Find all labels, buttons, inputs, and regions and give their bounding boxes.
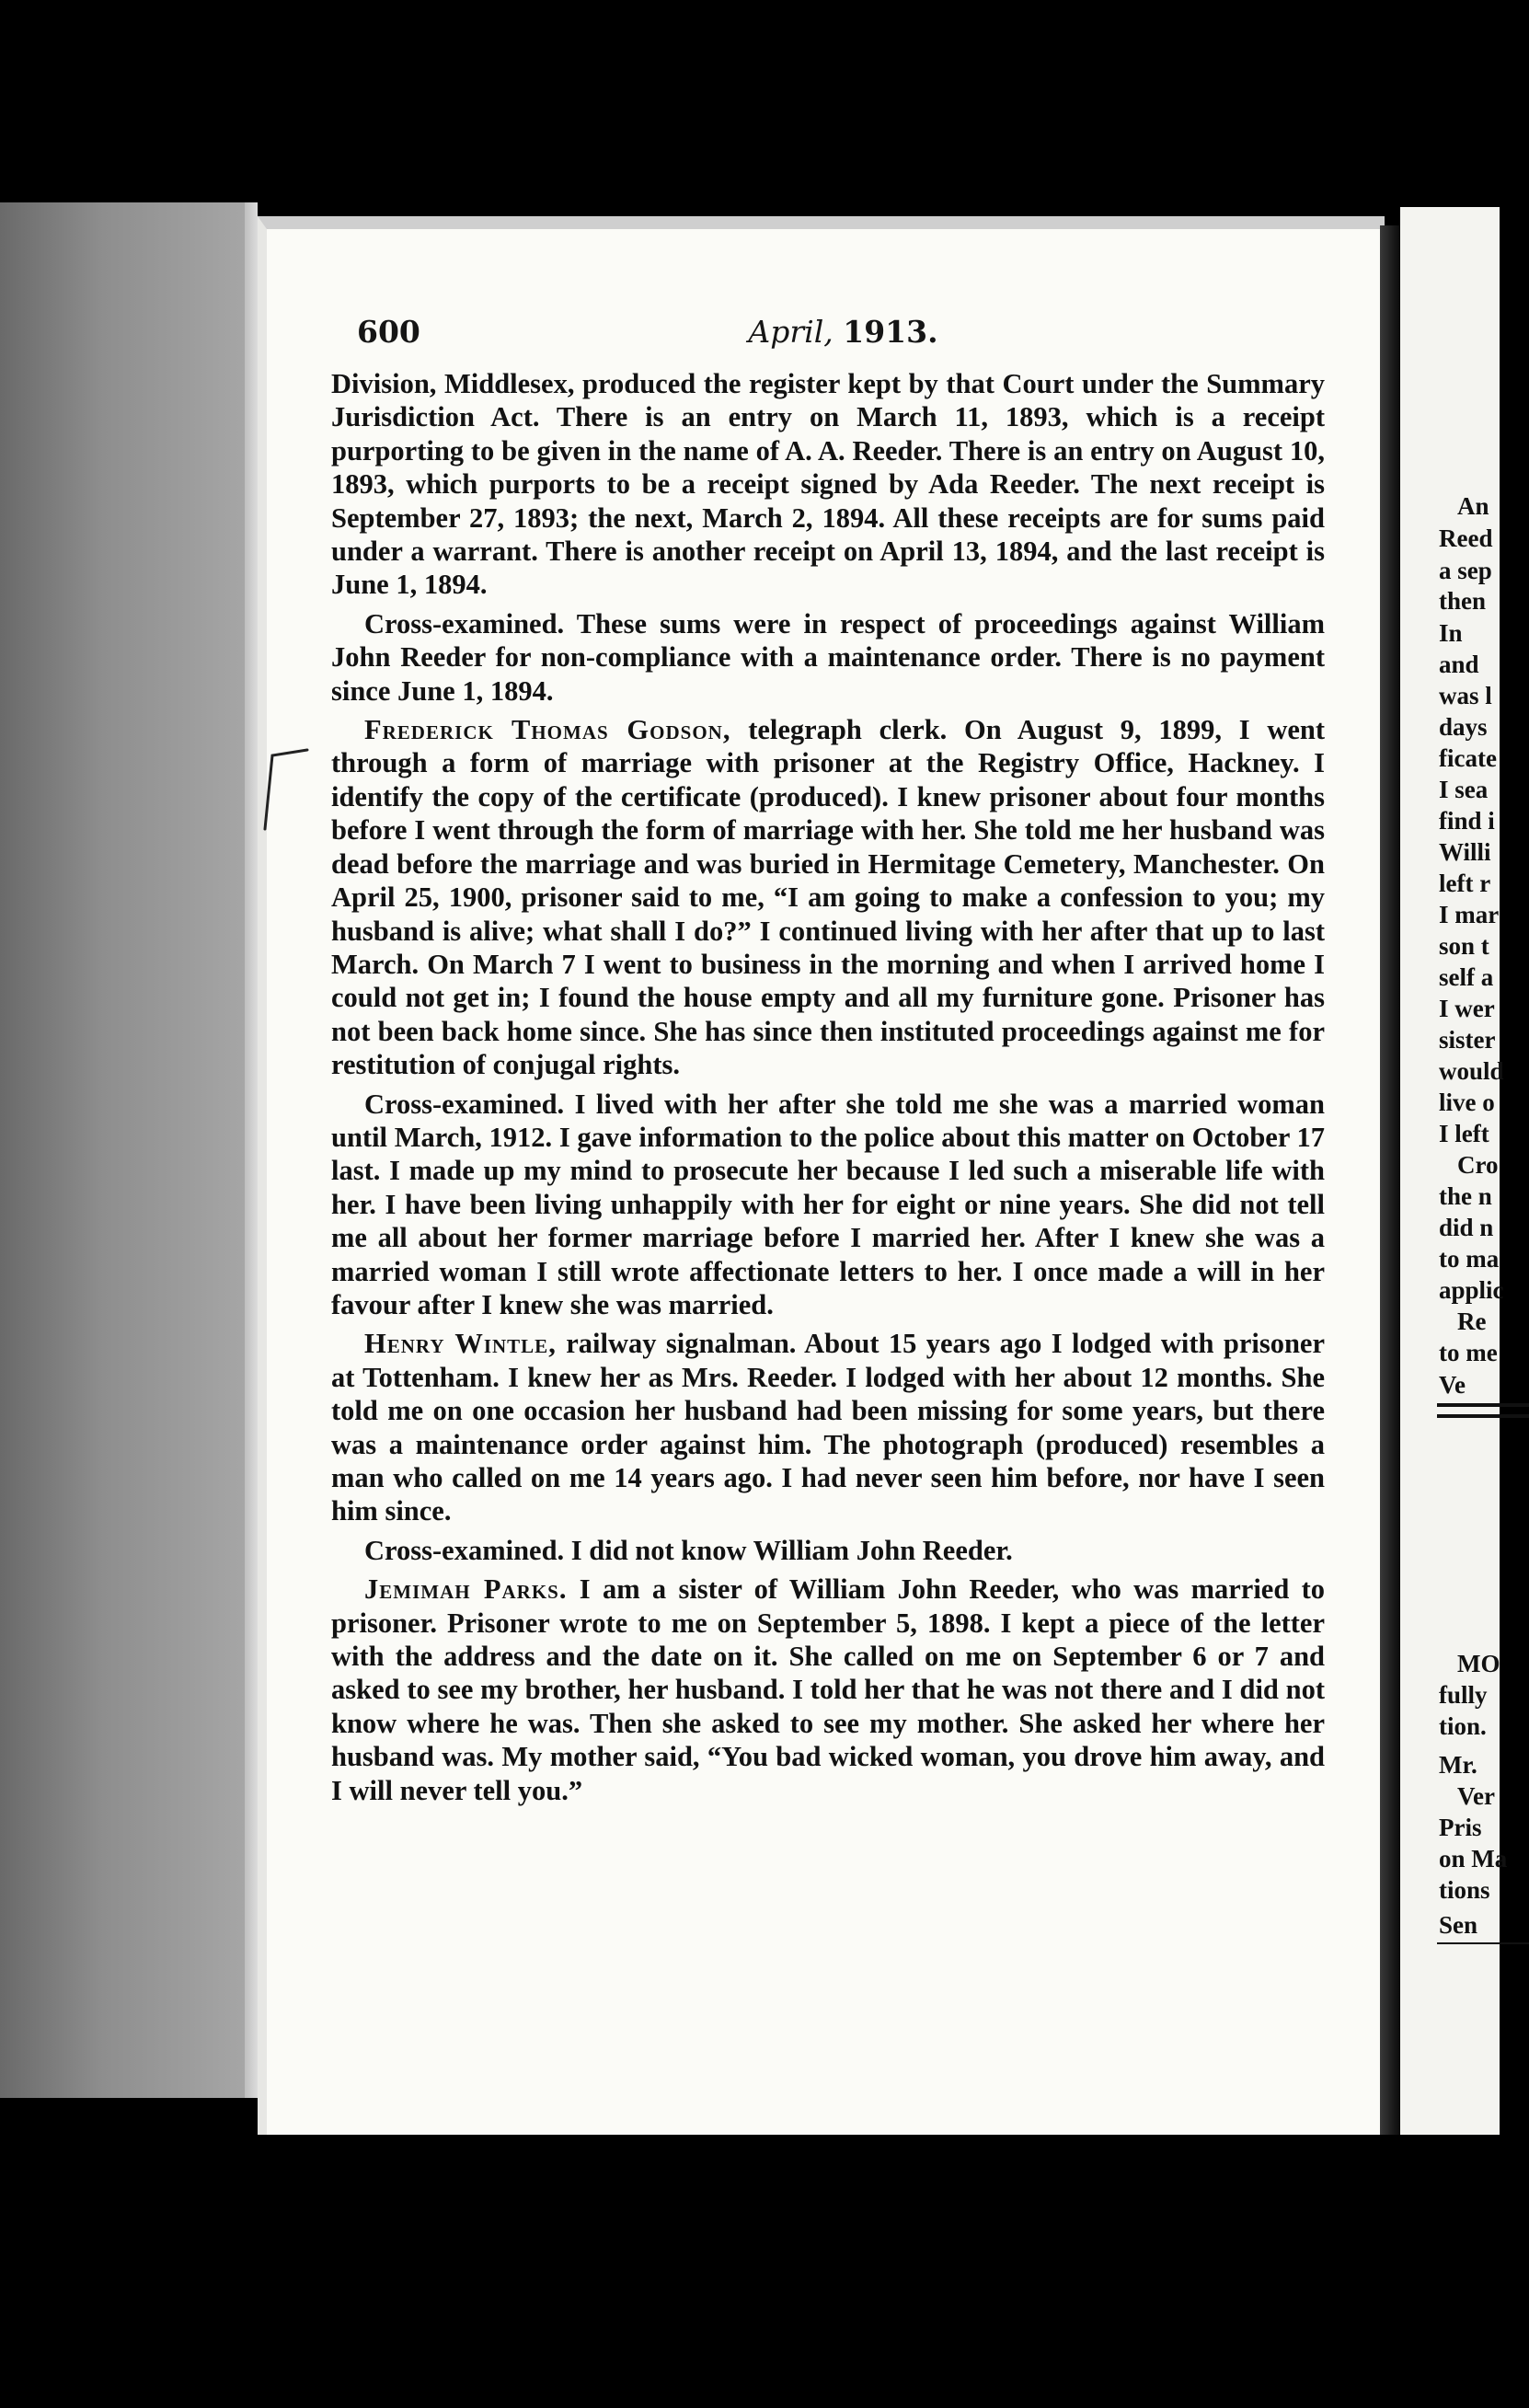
page-header <box>357 314 1329 351</box>
right-page-fragment: Pris <box>1439 1814 1482 1841</box>
paragraph-text: Division, Middlesex, produced the register kept by that Court under the Summary Jurisdiction Act. There is an entry on March 11, 1893, which is a receipt purporting to be given in the name of A. A. Reeder. There is an entry on August 10, 1893, which purports to be a receipt signed by Ada Reeder. The next receipt is September 27, 1893; the next, March 2, 1894. All these receipts are for sums paid under a warrant. There is another receipt on April 13, 1894, and the last receipt is June 1, 1894. <box>331 368 1325 601</box>
right-page-fragment: was l <box>1439 682 1492 709</box>
right-page-fragment: Ve <box>1439 1371 1466 1399</box>
right-page-rule <box>1437 1414 1529 1418</box>
right-page-fragment: find i <box>1439 807 1495 835</box>
right-page-fragment: Sen <box>1439 1911 1478 1939</box>
paragraph-cross-examined-3 <box>331 1534 1325 1567</box>
left-fold <box>245 202 258 2098</box>
paragraph-text: Cross-examined. I did not know William John Reeder. <box>364 1534 1013 1566</box>
right-page-fragment: Willi <box>1439 838 1491 866</box>
right-page-fragment: days <box>1439 713 1488 741</box>
right-page-fragment: left r <box>1439 870 1491 897</box>
right-page-fragment: fully <box>1439 1681 1488 1709</box>
right-page-fragment: tions <box>1439 1876 1490 1904</box>
right-page-fragment: ficate <box>1439 744 1497 772</box>
witness-name: Frederick Thomas Godson, <box>364 714 731 746</box>
witness-name: Jemimah Parks. <box>364 1573 568 1606</box>
body-text <box>331 367 1325 1813</box>
paragraph-text: Cross-examined. I lived with her after she told me she was a married woman until March, 1912. I gave information to the police about this matter on October 17 last. I made up my mind to prosecute her because I led such a miserable life with her. I have been living unhappily with her for eight or nine years. She did not tell me all about her former marriage before I married her. After I knew she was a married woman I still wrote affectionate letters to her. I once made a will in her favour after I knew she was married. <box>331 1088 1325 1320</box>
right-page-fragment: I mar <box>1439 901 1500 928</box>
right-page-fragment: son t <box>1439 932 1489 960</box>
document-page <box>258 216 1385 2135</box>
paragraph-cross-examined-2 <box>331 1088 1325 1322</box>
right-page-fragment: on Ma <box>1439 1845 1508 1872</box>
right-page-fragment: self a <box>1439 963 1494 991</box>
paragraph-godson <box>331 713 1325 1081</box>
paragraph-parks <box>331 1573 1325 1807</box>
right-page-fragment: to me <box>1439 1339 1498 1366</box>
paragraph-text: telegraph clerk. On August 9, 1899, I went through a form of marriage with prisoner at the Registry Office, Hackney. I identify the copy of the certificate (produced). I knew prisoner about four months before I went through the form of marriage with her. She told me her husband was dead before the marriage and was buried in Hermitage Cemetery, Manchester. On April 25, 1900, prisoner said to me, “I am going to make a confession to you; my husband is alive; what shall I do?” I continued living with her after that up to last March. On March 7 I went to business in the morning and when I arrived home I could not get in; I found the house empty and all my furniture gone. Prisoner has not been back home since. She has since then instituted proceedings against me for restitution of conjugal rights. <box>331 714 1326 1081</box>
right-page-fragment: Mr. <box>1439 1751 1477 1779</box>
right-page-fragment: then <box>1439 587 1487 615</box>
right-page-edge <box>1400 207 1508 2135</box>
right-page-fragment: Ver <box>1457 1782 1495 1810</box>
right-page-fragment: tion. <box>1439 1712 1487 1740</box>
right-page-fragment: Reed <box>1439 524 1493 552</box>
left-page-edge <box>0 202 258 2098</box>
right-page-fragment: live o <box>1439 1089 1495 1116</box>
paragraph-text: Cross-examined. These sums were in respect of proceedings against William John Reeder for non-compliance with a maintenance order. There is no payment since June 1, 1894. <box>331 607 1325 707</box>
right-page-fragment: Re <box>1457 1308 1487 1335</box>
paragraph-cross-examined-1 <box>331 607 1325 708</box>
right-page-fragment: An <box>1457 492 1489 520</box>
paragraph-wintle <box>331 1327 1325 1527</box>
right-page-fragment: a sep <box>1439 557 1492 584</box>
right-page-fragment: to ma <box>1439 1245 1500 1273</box>
right-page-fragment: sister <box>1439 1026 1496 1054</box>
book-spine <box>1380 225 1400 2135</box>
right-page-fragment: would <box>1439 1057 1504 1085</box>
right-page-rule <box>1437 1403 1529 1407</box>
page-number: 600 <box>357 314 420 350</box>
right-page-fragment: and <box>1439 651 1479 678</box>
right-page-fragment: Cro <box>1457 1151 1499 1179</box>
right-page-fragment: did n <box>1439 1214 1494 1241</box>
paragraph-text: railway signalman. About 15 years ago I lodged with prisoner at Tottenham. I knew her as Mrs. Reeder. I lodged with her about 12 months. She told me on one occasion her husband had been missing for some years, but there was a maintenance order against him. The photograph (produced) resembles a man who called on me 14 years ago. I had never seen him before, nor have I seen him since. <box>331 1328 1326 1527</box>
right-page-fragment: the n <box>1439 1182 1492 1210</box>
right-page-fragment: I wer <box>1439 995 1495 1022</box>
right-page-fragment: applic <box>1439 1276 1504 1304</box>
paragraph-register <box>331 367 1325 602</box>
pencil-margin-mark <box>259 744 315 836</box>
right-page-fragment: I sea <box>1439 776 1489 803</box>
header-month: April, <box>748 314 833 350</box>
right-page-fragment: In <box>1439 619 1463 647</box>
right-page-fragment: MO <box>1457 1650 1500 1677</box>
running-head <box>357 314 1329 350</box>
paragraph-text: I am a sister of William John Reeder, who was married to prisoner. Prisoner wrote to me on September 5, 1898. I kept a piece of the letter with the address and the date on it. She called on me on September 6 or 7 and asked to see my brother, her husband. I told her that he was not there and I did not know where he was. Then she asked to see my mother. She asked her where her husband was. My mother said, “You bad wicked woman, you drove him away, and I will never tell you.” <box>331 1573 1326 1806</box>
header-year: 1913. <box>843 314 938 350</box>
witness-name: Henry Wintle, <box>364 1328 557 1360</box>
right-page-rule <box>1437 1942 1529 1944</box>
right-page-fragment: I left <box>1439 1120 1489 1147</box>
